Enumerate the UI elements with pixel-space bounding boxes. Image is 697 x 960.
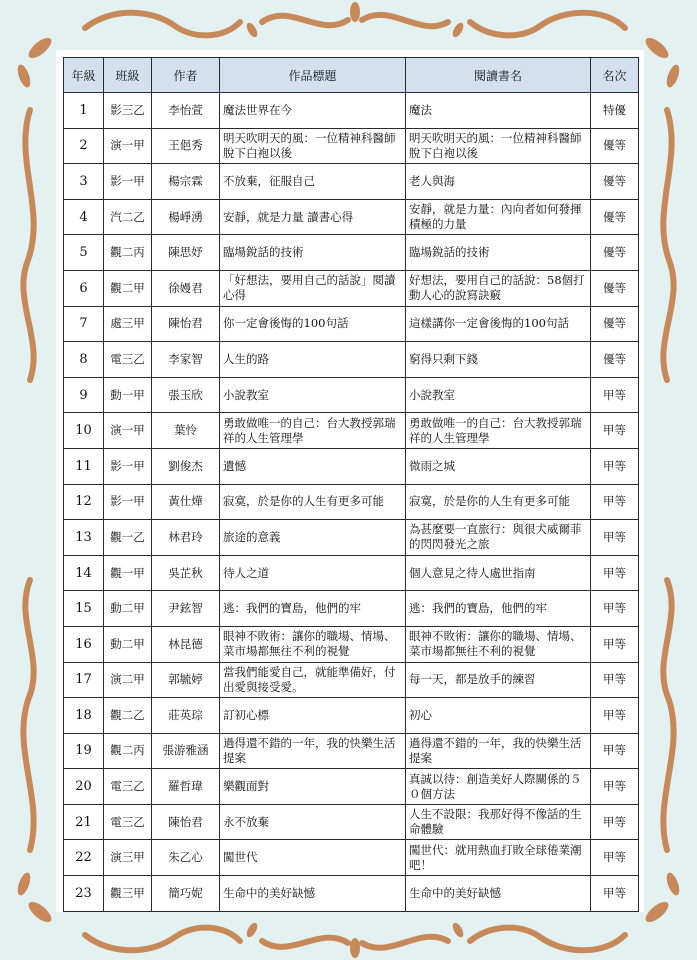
cell-rank: 甲等: [591, 626, 639, 662]
cell-author: 王俋秀: [152, 128, 220, 164]
cell-rank: 優等: [591, 306, 639, 342]
bottom-right-leaf: [642, 898, 671, 925]
cell-book: 為甚麼要一直旅行：與很犬威爾菲的閃閃發光之旅: [406, 520, 591, 556]
left-upper-scroll: [23, 110, 33, 380]
bottom-left-leaf: [25, 898, 54, 925]
cell-year: 8: [64, 342, 104, 378]
cell-rank: 甲等: [591, 804, 639, 840]
cell-class: 觀二丙: [104, 235, 152, 271]
cell-author: 吳芷秋: [152, 555, 220, 591]
top-leaf-a: [245, 21, 260, 39]
table-row: [64, 804, 639, 840]
cell-rank: 甲等: [591, 840, 639, 876]
cell-class: 動二甲: [104, 591, 152, 627]
cell-class: 觀三甲: [104, 876, 152, 912]
cell-title: 生命中的美好缺憾: [220, 876, 406, 912]
bottom-left-leaf-2: [15, 871, 33, 897]
cell-rank: 優等: [591, 199, 639, 235]
cell-year: 15: [64, 591, 104, 627]
cell-book: 微雨之城: [406, 448, 591, 484]
cell-book: 真誠以待：創造美好人際關係的５０個方法: [406, 769, 591, 805]
cell-year: 11: [64, 448, 104, 484]
cell-book: 明天吹明天的風：一位精神科醫師脫下白袍以後: [406, 128, 591, 164]
cell-book: 小說教室: [406, 377, 591, 413]
cell-class: 觀二甲: [104, 270, 152, 306]
cell-book: 臨場銳話的技術: [406, 235, 591, 271]
cell-author: 楊崢湧: [152, 199, 220, 235]
cell-book: 勇敢做唯一的自己：台大教授郭瑞祥的人生管理學: [406, 413, 591, 449]
table-row: [64, 377, 639, 413]
table-body: [64, 93, 639, 912]
table-row: [64, 93, 639, 129]
bottom-left-scroll: [85, 928, 240, 951]
cell-rank: 甲等: [591, 876, 639, 912]
cell-class: 電三乙: [104, 342, 152, 378]
cell-class: 觀一乙: [104, 520, 152, 556]
table-row: [64, 555, 639, 591]
cell-class: 影一甲: [104, 484, 152, 520]
cell-title: 當我們能愛自己，就能準備好，付出愛與接受愛。: [220, 662, 406, 698]
table-row: [64, 448, 639, 484]
cell-title: 不放棄，征服自己: [220, 164, 406, 200]
cell-year: 12: [64, 484, 104, 520]
cell-book: 魔法: [406, 93, 591, 129]
cell-class: 動二甲: [104, 626, 152, 662]
bottom-leaf-a: [245, 921, 260, 939]
cell-class: 處三甲: [104, 306, 152, 342]
cell-title: 過得還不錯的一年，我的快樂生活提案: [220, 733, 406, 769]
cell-author: 葉怜: [152, 413, 220, 449]
cell-author: 徐嫚君: [152, 270, 220, 306]
top-right-scroll: [470, 13, 625, 36]
cell-year: 6: [64, 270, 104, 306]
cell-book: 好想法，要用自己的話說：58個打動人心的說寫訣竅: [406, 270, 591, 306]
cell-title: 闖世代: [220, 840, 406, 876]
cell-book: 闖世代：就用熱血打敗全球倦業潮吧！: [406, 840, 591, 876]
cell-title: 安靜，就是力量 讀書心得: [220, 199, 406, 235]
cell-title: 待人之道: [220, 555, 406, 591]
cell-title: 臨場銳話的技術: [220, 235, 406, 271]
table-row: [64, 306, 639, 342]
cell-year: 19: [64, 733, 104, 769]
cell-book: 這樣講你一定會後悔的100句話: [406, 306, 591, 342]
cell-author: 簡巧妮: [152, 876, 220, 912]
cell-rank: 特優: [591, 93, 639, 129]
table-row: [64, 698, 639, 734]
cell-author: 林君玲: [152, 520, 220, 556]
cell-book: 初心: [406, 698, 591, 734]
right-lower-scroll: [663, 580, 673, 850]
cell-book: 安靜，就是力量：內向者如何發揮積極的力量: [406, 199, 591, 235]
cell-year: 3: [64, 164, 104, 200]
cell-year: 2: [64, 128, 104, 164]
header-author: 作者: [152, 58, 220, 93]
cell-title: 遺憾: [220, 448, 406, 484]
cell-author: 林昆德: [152, 626, 220, 662]
cell-class: 觀二丙: [104, 733, 152, 769]
cell-year: 7: [64, 306, 104, 342]
table-row: [64, 413, 639, 449]
cell-rank: 優等: [591, 342, 639, 378]
cell-class: 汽二乙: [104, 199, 152, 235]
cell-title: 眼神不敗術：讓你的職場、情場、菜市場都無往不利的視覺: [220, 626, 406, 662]
cell-rank: 甲等: [591, 484, 639, 520]
cell-author: 張游雅涵: [152, 733, 220, 769]
bottom-center-right-scroll: [362, 937, 448, 948]
bottom-center-leaf: [350, 938, 360, 958]
top-left-leaf-2: [15, 63, 33, 89]
cell-class: 動一甲: [104, 377, 152, 413]
table-row: [64, 840, 639, 876]
cell-title: 明天吹明天的風：一位精神科醫師脫下白袍以後: [220, 128, 406, 164]
table-row: [64, 626, 639, 662]
cell-rank: 甲等: [591, 698, 639, 734]
table-row: [64, 591, 639, 627]
header-title: 作品標題: [220, 58, 406, 93]
cell-author: 朱乙心: [152, 840, 220, 876]
top-left-scroll: [85, 13, 240, 36]
top-center-right-scroll: [362, 15, 448, 26]
cell-year: 18: [64, 698, 104, 734]
cell-year: 20: [64, 769, 104, 805]
cell-class: 演三甲: [104, 840, 152, 876]
cell-author: 尹鉉智: [152, 591, 220, 627]
cell-class: 觀二乙: [104, 698, 152, 734]
cell-year: 13: [64, 520, 104, 556]
table-header-row: [64, 58, 639, 93]
cell-year: 1: [64, 93, 104, 129]
table-row: [64, 164, 639, 200]
table-row: [64, 342, 639, 378]
cell-author: 張玉欣: [152, 377, 220, 413]
cell-title: 小說教室: [220, 377, 406, 413]
cell-class: 電三乙: [104, 769, 152, 805]
table-row: [64, 876, 639, 912]
right-upper-scroll: [663, 110, 673, 380]
cell-year: 14: [64, 555, 104, 591]
cell-year: 17: [64, 662, 104, 698]
left-lower-scroll: [23, 580, 33, 850]
header-book: 閱讀書名: [406, 58, 591, 93]
cell-author: 羅哲瑋: [152, 769, 220, 805]
cell-author: 郭毓婷: [152, 662, 220, 698]
cell-book: 寂寞，於是你的人生有更多可能: [406, 484, 591, 520]
cell-rank: 甲等: [591, 413, 639, 449]
cell-book: 生命中的美好缺憾: [406, 876, 591, 912]
top-right-leaf-2: [664, 63, 682, 89]
cell-rank: 甲等: [591, 448, 639, 484]
table-row: [64, 235, 639, 271]
cell-author: 楊宗霖: [152, 164, 220, 200]
bottom-right-leaf-2: [664, 871, 682, 897]
cell-year: 4: [64, 199, 104, 235]
cell-class: 影三乙: [104, 93, 152, 129]
cell-author: 陳怡君: [152, 804, 220, 840]
cell-title: 永不放棄: [220, 804, 406, 840]
header-class: 班級: [104, 58, 152, 93]
cell-title: 逃：我們的寶島，他們的牢: [220, 591, 406, 627]
bottom-center-left-scroll: [262, 938, 348, 947]
cell-title: 魔法世界在今: [220, 93, 406, 129]
cell-year: 10: [64, 413, 104, 449]
cell-rank: 甲等: [591, 769, 639, 805]
cell-book: 個人意見之待人處世指南: [406, 555, 591, 591]
table-row: [64, 662, 639, 698]
bottom-leaf-b: [451, 921, 466, 939]
cell-title: 訂初心標: [220, 698, 406, 734]
top-leaf-b: [451, 21, 466, 39]
cell-year: 23: [64, 876, 104, 912]
cell-rank: 優等: [591, 128, 639, 164]
cell-author: 陳怡君: [152, 306, 220, 342]
header-year: 年級: [64, 58, 104, 93]
award-table: [63, 57, 639, 912]
top-center-left-scroll: [262, 16, 348, 25]
cell-year: 22: [64, 840, 104, 876]
cell-year: 16: [64, 626, 104, 662]
cell-year: 9: [64, 377, 104, 413]
header-rank: 名次: [591, 58, 639, 93]
cell-title: 「好想法，要用自己的話說」閱讀心得: [220, 270, 406, 306]
cell-class: 觀一甲: [104, 555, 152, 591]
top-left-leaf: [25, 34, 54, 61]
cell-year: 5: [64, 235, 104, 271]
cell-rank: 甲等: [591, 555, 639, 591]
cell-book: 老人與海: [406, 164, 591, 200]
cell-class: 影一甲: [104, 164, 152, 200]
cell-rank: 甲等: [591, 733, 639, 769]
cell-book: 逃：我們的寶島，他們的牢: [406, 591, 591, 627]
cell-book: 每一天，都是放手的練習: [406, 662, 591, 698]
bottom-right-scroll: [470, 928, 625, 951]
cell-class: 影一甲: [104, 448, 152, 484]
cell-class: 電三乙: [104, 804, 152, 840]
cell-book: 窮得只剩下錢: [406, 342, 591, 378]
cell-class: 演一甲: [104, 128, 152, 164]
cell-author: 李家智: [152, 342, 220, 378]
table-row: [64, 128, 639, 164]
cell-rank: 優等: [591, 270, 639, 306]
cell-book: 人生不設限：我那好得不像話的生命體驗: [406, 804, 591, 840]
table-row: [64, 484, 639, 520]
cell-rank: 甲等: [591, 520, 639, 556]
cell-title: 寂寞，於是你的人生有更多可能: [220, 484, 406, 520]
top-right-leaf: [642, 34, 671, 61]
cell-author: 劉俊杰: [152, 448, 220, 484]
cell-title: 旅途的意義: [220, 520, 406, 556]
cell-title: 你一定會後悔的100句話: [220, 306, 406, 342]
cell-author: 莊英琮: [152, 698, 220, 734]
table-row: [64, 733, 639, 769]
cell-rank: 優等: [591, 235, 639, 271]
cell-author: 李怡萱: [152, 93, 220, 129]
table-row: [64, 520, 639, 556]
table-row: [64, 769, 639, 805]
cell-rank: 甲等: [591, 377, 639, 413]
cell-title: 勇敢做唯一的自己：台大教授郭瑞祥的人生管理學: [220, 413, 406, 449]
top-center-leaf: [350, 2, 360, 22]
cell-rank: 甲等: [591, 591, 639, 627]
cell-book: 過得還不錯的一年，我的快樂生活提案: [406, 733, 591, 769]
table-row: [64, 199, 639, 235]
cell-author: 黃仕燁: [152, 484, 220, 520]
cell-rank: 優等: [591, 164, 639, 200]
cell-title: 人生的路: [220, 342, 406, 378]
cell-rank: 甲等: [591, 662, 639, 698]
cell-author: 陳思妤: [152, 235, 220, 271]
cell-book: 眼神不敗術：讓你的職場、情場、菜市場都無往不利的視覺: [406, 626, 591, 662]
cell-class: 演一甲: [104, 413, 152, 449]
table-row: [64, 270, 639, 306]
cell-class: 演二甲: [104, 662, 152, 698]
cell-title: 樂觀面對: [220, 769, 406, 805]
cell-year: 21: [64, 804, 104, 840]
